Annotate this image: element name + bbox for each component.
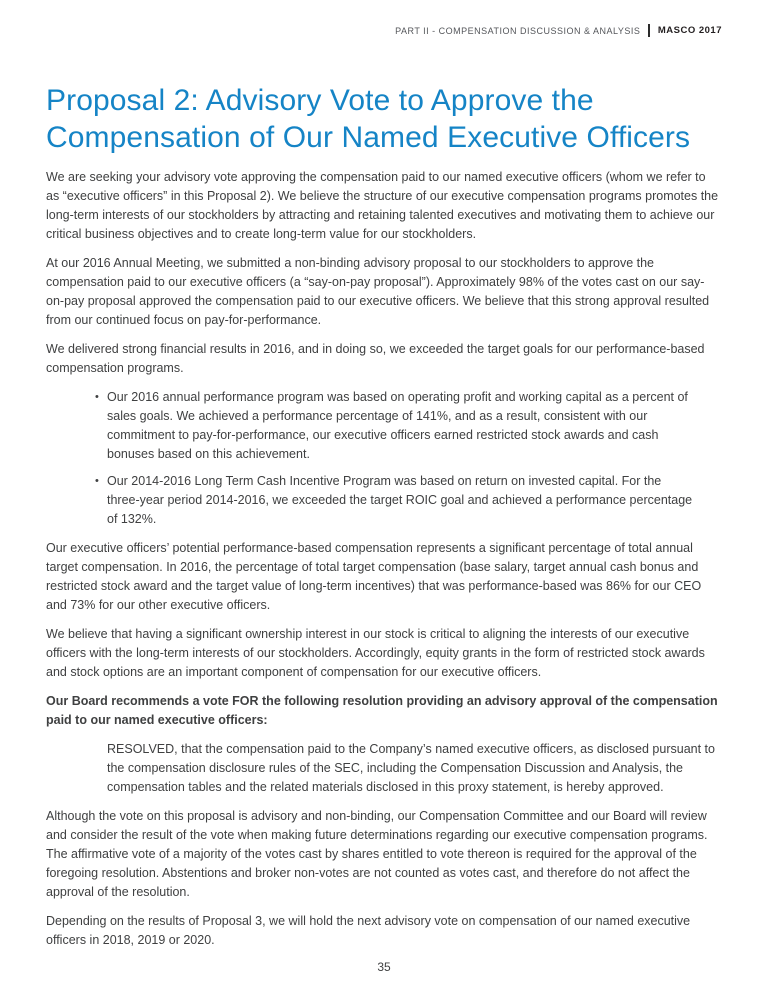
paragraph-ownership-interest: We believe that having a significant ownership interest in our stock is critical to aligning the interests of our executive officers with the long-term interests of our stockholders. Accordingly, equity grants in the form of restricted stock awards and stock options are an important component of compensation for our executive officers. [46,627,705,680]
header-divider [648,24,650,37]
paragraph-next-vote: Depending on the results of Proposal 3, we will hold the next advisory vote on compensation of our named executive officers in 2018, 2019 or 2020. [46,914,691,948]
document-body [46,168,722,950]
page-title: Proposal 2: Advisory Vote to Approve the Compensation of Our Named Executive Officers [46,84,691,154]
page-header [46,20,722,37]
resolution-paragraph: RESOLVED, that the compensation paid to the Company’s named executive officers, as disclosed pursuant to the compensation disclosure rules of the SEC, including the Compensation Discussion and Analysis, the compensation tables and the related materials disclosed in this proxy statement, is hereby approved. [107,742,715,795]
paragraph-advisory-vote: Although the vote on this proposal is advisory and non-binding, our Compensation Committee and our Board will review and consider the result of the vote when making future determinations regarding our executive compensation programs. The affirmative vote of a majority of the votes cast by shares entitled to vote thereon is required for the approval of the foregoing resolution. Abstentions and broker non-votes are not counted as votes cast, and therefore do not affect the approval of the resolution. [46,809,708,900]
paragraph-target-compensation: Our executive officers’ potential performance-based compensation represents a significant percentage of total annual target compensation. In 2016, the percentage of total target compensation (base salary, target annual cash bonus and restricted stock award and the target value of long-term incentives) that was performance-based was 86% for our CEO and 73% for our other executive officers. [46,541,702,613]
page-number: 35 [377,960,391,974]
bullet-list [95,388,722,529]
page-footer [0,958,768,976]
board-recommendation: Our Board recommends a vote FOR the following resolution providing an advisory approval of the compensation paid to our named executive officers: [46,694,718,728]
header-section-label: PART II - COMPENSATION DISCUSSION & ANALYSIS [395,25,641,36]
paragraph-results: We delivered strong financial results in 2016, and in doing so, we exceeded the target goals for our performance-based compensation programs. [46,342,705,376]
paragraph-intro: We are seeking your advisory vote approving the compensation paid to our named executive officers (whom we refer to as “executive officers” in this Proposal 2). We believe the structure of our executive compensation programs promotes the long-term interests of our stockholders by attracting and retaining talented executives and motivating them to achieve our critical business objectives and to create long-term value for our stockholders. [46,170,719,242]
bullet-item-cash-incentive: • Our 2014-2016 Long Term Cash Incentive Program was based on return on invested capital. For the three-year period 2014-2016, we exceeded the target ROIC goal and achieved a performance percentage of 132%. [95,472,695,529]
header-brand-label: MASCO 2017 [657,25,722,36]
paragraph-annual-meeting: At our 2016 Annual Meeting, we submitted a non-binding advisory proposal to our stockholders to approve the compensation paid to our executive officers (a “say-on-pay proposal”). Approximately 98% of the votes cast on our say-on-pay proposal approved the compensation paid to our executive officers. We believe that this strong approval resulted from our continued focus on pay-for-performance. [46,256,710,328]
bullet-item-performance-program: • Our 2016 annual performance program was based on operating profit and working capital as a percent of sales goals. We achieved a performance percentage of 141%, and as a result, consistent with our commitment to pay-for-performance, our executive officers earned restricted stock awards and cash bonuses based on this achievement. [95,388,695,464]
